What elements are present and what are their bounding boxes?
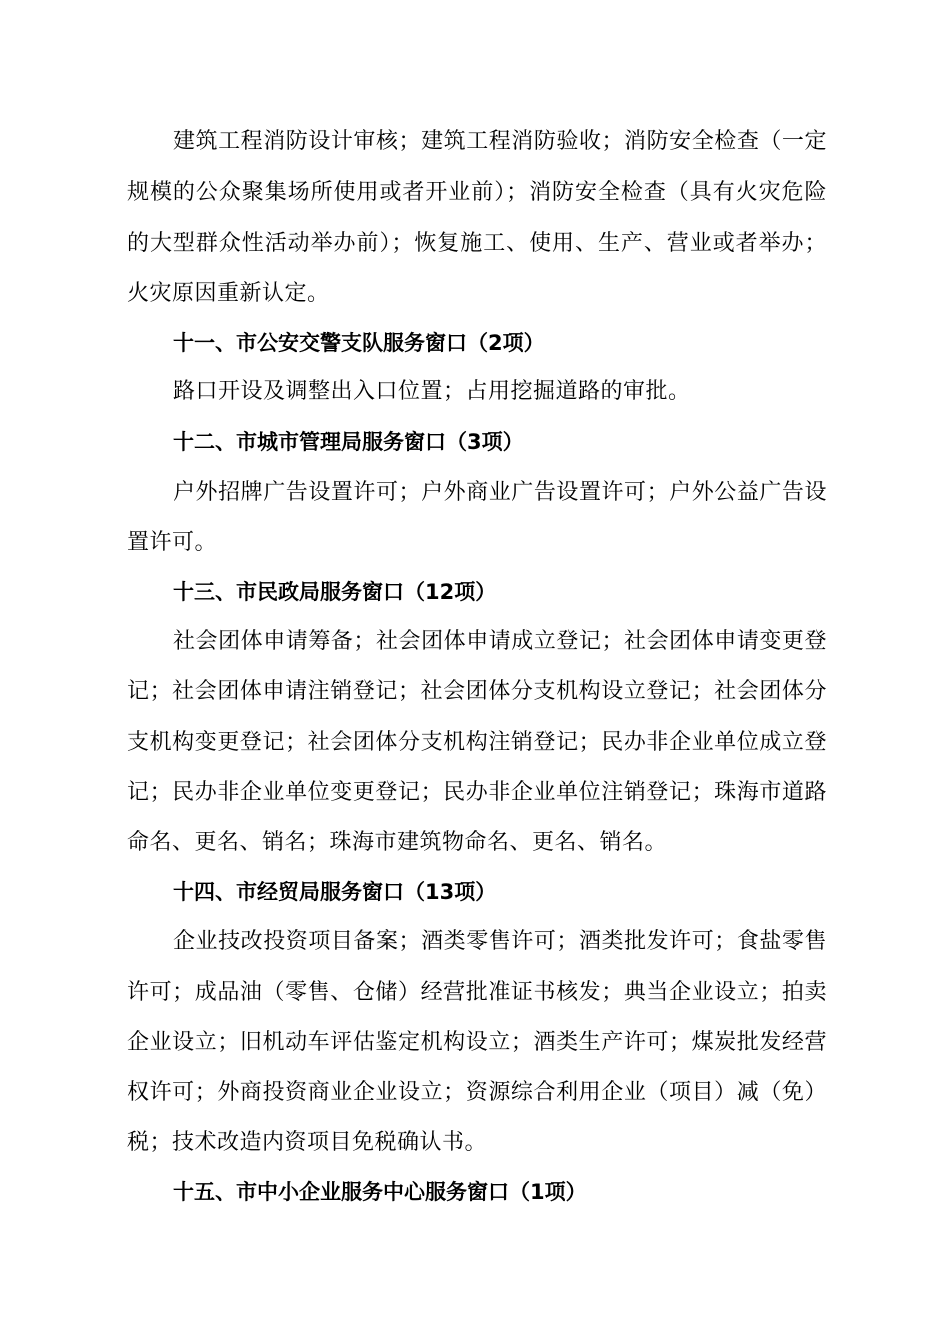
paragraph-line: 企业技改投资项目备案；酒类零售许可；酒类批发许可；食盐零售 xyxy=(173,929,827,954)
paragraph-line: 支机构变更登记；社会团体分支机构注销登记；民办非企业单位成立登 xyxy=(127,730,827,755)
paragraph-line: 许可；成品油（零售、仓储）经营批准证书核发；典当企业设立；拍卖 xyxy=(127,980,827,1005)
paragraph-line: 税；技术改造内资项目免税确认书。 xyxy=(127,1130,488,1155)
paragraph-line: 记；社会团体申请注销登记；社会团体分支机构设立登记；社会团体分 xyxy=(127,679,827,704)
paragraph-line: 火灾原因重新认定。 xyxy=(127,281,330,306)
paragraph-line: 记；民办非企业单位变更登记；民办非企业单位注销登记；珠海市道路 xyxy=(127,780,827,805)
paragraph-line: 权许可；外商投资商业企业设立；资源综合利用企业（项目）减（免） xyxy=(127,1080,827,1105)
paragraph-line: 建筑工程消防设计审核；建筑工程消防验收；消防安全检查（一定 xyxy=(173,129,827,154)
paragraph-line: 规模的公众聚集场所使用或者开业前）；消防安全检查（具有火灾危险 xyxy=(127,180,827,205)
section-heading-15: 十五、市中小企业服务中心服务窗口（1项） xyxy=(173,1180,587,1204)
paragraph-line: 企业设立；旧机动车评估鉴定机构设立；酒类生产许可；煤炭批发经营 xyxy=(127,1030,827,1055)
paragraph-line: 置许可。 xyxy=(127,530,218,555)
section-heading-12: 十二、市城市管理局服务窗口（3项） xyxy=(173,430,524,454)
paragraph-line: 户外招牌广告设置许可；户外商业广告设置许可；户外公益广告设 xyxy=(173,480,827,505)
section-heading-11: 十一、市公安交警支队服务窗口（2项） xyxy=(173,331,545,355)
paragraph-line: 命名、更名、销名；珠海市建筑物命名、更名、销名。 xyxy=(127,830,668,855)
section-heading-13: 十三、市民政局服务窗口（12项） xyxy=(173,580,497,604)
section-heading-14: 十四、市经贸局服务窗口（13项） xyxy=(173,880,497,904)
paragraph-line: 路口开设及调整出入口位置；占用挖掘道路的审批。 xyxy=(173,379,691,404)
paragraph-line: 社会团体申请筹备；社会团体申请成立登记；社会团体申请变更登 xyxy=(173,629,827,654)
paragraph-line: 的大型群众性活动举办前）；恢复施工、使用、生产、营业或者举办； xyxy=(127,231,827,256)
